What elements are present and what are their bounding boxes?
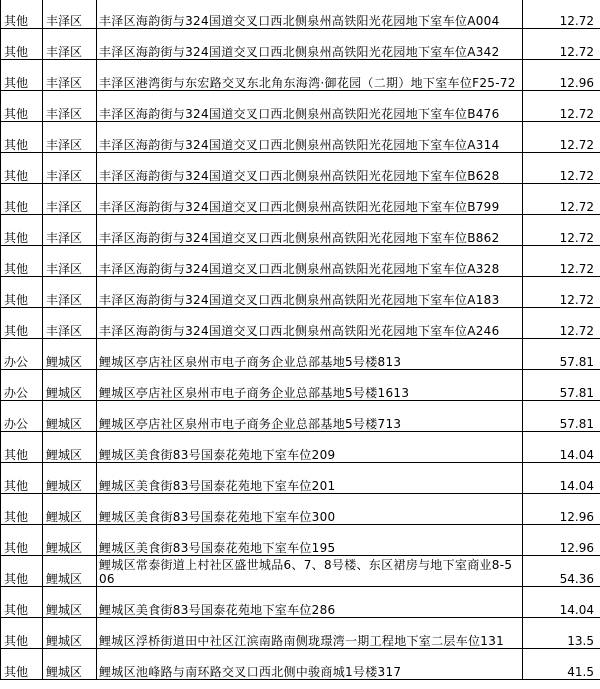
category-cell: 其他 [1, 153, 43, 184]
table-row [1, 91, 600, 122]
district-cell: 鲤城区 [43, 463, 97, 494]
table-row [1, 60, 600, 91]
district-cell: 丰泽区 [43, 215, 97, 246]
category-cell: 其他 [1, 525, 43, 556]
table-row [1, 556, 600, 587]
table-row [1, 0, 600, 29]
table-row [1, 494, 600, 525]
table-row [1, 587, 600, 618]
category-cell: 其他 [1, 463, 43, 494]
district-cell: 丰泽区 [43, 91, 97, 122]
category-cell: 其他 [1, 277, 43, 308]
category-cell: 办公 [1, 370, 43, 401]
category-cell: 其他 [1, 649, 43, 680]
area-cell: 12.96 [523, 60, 600, 91]
table-row [1, 432, 600, 463]
district-cell: 丰泽区 [43, 277, 97, 308]
area-cell: 12.72 [523, 246, 600, 277]
address-cell: 鲤城区美食街83号国泰花苑地下室车位286 [97, 587, 523, 618]
table-row [1, 463, 600, 494]
address-cell: 丰泽区海韵街与324国道交叉口西北侧泉州高铁阳光花园地下室车位B476 [97, 91, 523, 122]
category-cell: 其他 [1, 122, 43, 153]
district-cell: 丰泽区 [43, 29, 97, 60]
area-cell: 12.72 [523, 184, 600, 215]
category-cell: 其他 [1, 618, 43, 649]
address-cell: 鲤城区亭店社区泉州市电子商务企业总部基地5号楼713 [97, 401, 523, 432]
district-cell: 丰泽区 [43, 184, 97, 215]
address-cell: 丰泽区海韵街与324国道交叉口西北侧泉州高铁阳光花园地下室车位A328 [97, 246, 523, 277]
table-row [1, 618, 600, 649]
area-cell: 57.81 [523, 370, 600, 401]
category-cell: 办公 [1, 401, 43, 432]
district-cell: 丰泽区 [43, 153, 97, 184]
category-cell: 其他 [1, 246, 43, 277]
area-cell: 12.72 [523, 277, 600, 308]
table-row [1, 370, 600, 401]
area-cell: 12.72 [523, 0, 600, 29]
district-cell: 鲤城区 [43, 525, 97, 556]
category-cell: 其他 [1, 29, 43, 60]
district-cell: 鲤城区 [43, 618, 97, 649]
area-cell: 12.72 [523, 29, 600, 60]
table-row [1, 525, 600, 556]
table-row [1, 153, 600, 184]
area-cell: 13.5 [523, 618, 600, 649]
table-row [1, 649, 600, 680]
district-cell: 鲤城区 [43, 401, 97, 432]
table-row [1, 308, 600, 339]
district-cell: 鲤城区 [43, 432, 97, 463]
address-cell: 鲤城区亭店社区泉州市电子商务企业总部基地5号楼813 [97, 339, 523, 370]
area-cell: 12.72 [523, 91, 600, 122]
address-cell: 鲤城区美食街83号国泰花苑地下室车位300 [97, 494, 523, 525]
district-cell: 丰泽区 [43, 246, 97, 277]
district-cell: 丰泽区 [43, 0, 97, 29]
address-cell: 鲤城区亭店社区泉州市电子商务企业总部基地5号楼1613 [97, 370, 523, 401]
area-cell: 12.96 [523, 494, 600, 525]
area-cell: 12.72 [523, 122, 600, 153]
area-cell: 54.36 [523, 556, 600, 587]
category-cell: 其他 [1, 308, 43, 339]
address-cell: 丰泽区海韵街与324国道交叉口西北侧泉州高铁阳光花园地下室车位A183 [97, 277, 523, 308]
category-cell: 其他 [1, 432, 43, 463]
area-cell: 12.72 [523, 308, 600, 339]
category-cell: 其他 [1, 91, 43, 122]
table-row [1, 122, 600, 153]
address-cell: 丰泽区港湾街与东宏路交叉东北角东海湾·御花园（二期）地下室车位F25-72 [97, 60, 523, 91]
table-body [1, 0, 600, 680]
area-cell: 57.81 [523, 339, 600, 370]
address-cell: 丰泽区海韵街与324国道交叉口西北侧泉州高铁阳光花园地下室车位A314 [97, 122, 523, 153]
category-cell: 其他 [1, 215, 43, 246]
district-cell: 丰泽区 [43, 308, 97, 339]
address-cell: 丰泽区海韵街与324国道交叉口西北侧泉州高铁阳光花园地下室车位B628 [97, 153, 523, 184]
area-cell: 41.5 [523, 649, 600, 680]
category-cell: 其他 [1, 556, 43, 587]
address-cell: 鲤城区美食街83号国泰花苑地下室车位195 [97, 525, 523, 556]
table-row [1, 184, 600, 215]
address-cell: 丰泽区海韵街与324国道交叉口西北侧泉州高铁阳光花园地下室车位B862 [97, 215, 523, 246]
table-row [1, 339, 600, 370]
district-cell: 鲤城区 [43, 649, 97, 680]
area-cell: 57.81 [523, 401, 600, 432]
address-cell: 丰泽区海韵街与324国道交叉口西北侧泉州高铁阳光花园地下室车位A246 [97, 308, 523, 339]
area-cell: 14.04 [523, 463, 600, 494]
table-row [1, 246, 600, 277]
district-cell: 鲤城区 [43, 370, 97, 401]
district-cell: 鲤城区 [43, 494, 97, 525]
area-cell: 12.72 [523, 215, 600, 246]
category-cell: 其他 [1, 587, 43, 618]
area-cell: 14.04 [523, 587, 600, 618]
address-cell: 鲤城区美食街83号国泰花苑地下室车位209 [97, 432, 523, 463]
district-cell: 丰泽区 [43, 122, 97, 153]
district-cell: 丰泽区 [43, 60, 97, 91]
district-cell: 鲤城区 [43, 339, 97, 370]
area-cell: 14.04 [523, 432, 600, 463]
category-cell: 其他 [1, 494, 43, 525]
address-cell: 丰泽区海韵街与324国道交叉口西北侧泉州高铁阳光花园地下室车位B799 [97, 184, 523, 215]
table-row [1, 215, 600, 246]
address-cell: 鲤城区池峰路与南环路交叉口西北侧中骏商城1号楼317 [97, 649, 523, 680]
category-cell: 其他 [1, 60, 43, 91]
district-cell: 鲤城区 [43, 556, 97, 587]
address-cell: 鲤城区常泰街道上村社区盛世城品6、7、8号楼、东区裙房与地下室商业8-506 [97, 556, 523, 587]
table-row [1, 29, 600, 60]
area-cell: 12.72 [523, 153, 600, 184]
address-cell: 鲤城区美食街83号国泰花苑地下室车位201 [97, 463, 523, 494]
district-cell: 鲤城区 [43, 587, 97, 618]
address-cell: 丰泽区海韵街与324国道交叉口西北侧泉州高铁阳光花园地下室车位A342 [97, 29, 523, 60]
category-cell: 办公 [1, 339, 43, 370]
table-row [1, 401, 600, 432]
table-row [1, 277, 600, 308]
area-cell: 12.96 [523, 525, 600, 556]
category-cell: 其他 [1, 0, 43, 29]
address-cell: 鲤城区浮桥街道田中社区江滨南路南侧珑璟湾一期工程地下室二层车位131 [97, 618, 523, 649]
address-cell: 丰泽区海韵街与324国道交叉口西北侧泉州高铁阳光花园地下室车位A004 [97, 0, 523, 29]
category-cell: 其他 [1, 184, 43, 215]
